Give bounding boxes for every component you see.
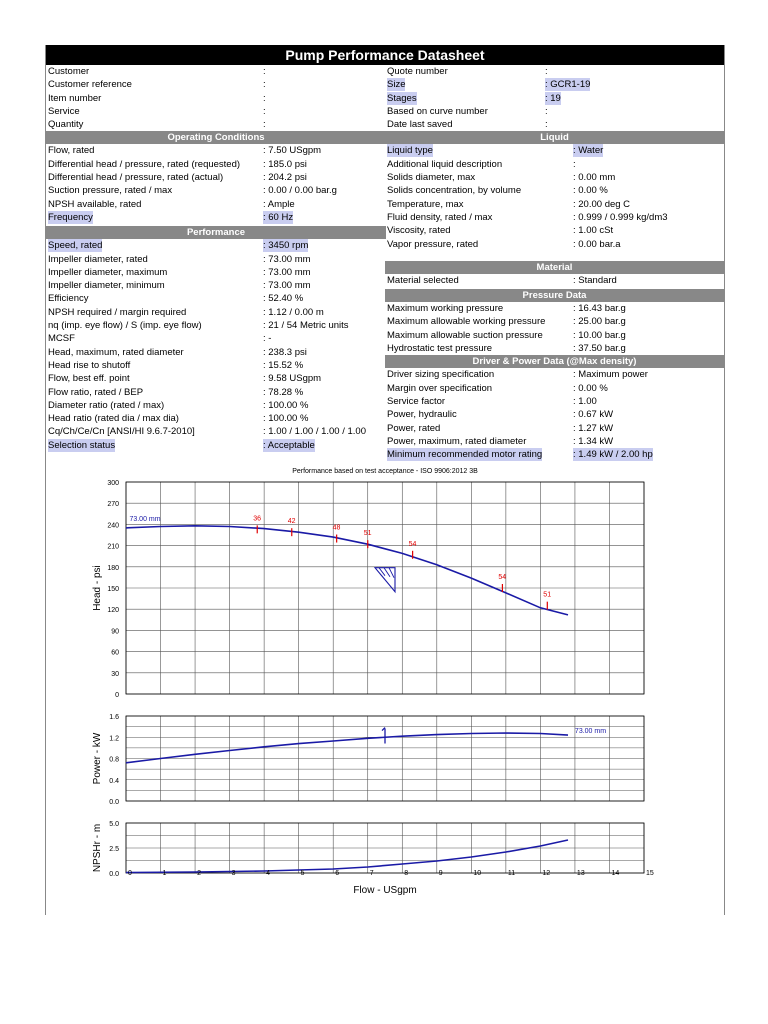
row-material-selected — [385, 274, 724, 287]
y-tick-label: 180 — [107, 564, 119, 572]
x-tick-label: 13 — [576, 870, 585, 877]
field-value: : — [573, 158, 576, 170]
field-value: : 7.50 USgpm — [263, 145, 322, 157]
field-value: : 73.00 mm — [263, 280, 311, 292]
field-value: : — [545, 105, 548, 117]
efficiency-label: 51 — [543, 591, 552, 599]
field-label: Differential head / pressure, rated (requested) — [48, 158, 241, 170]
row-item-number — [46, 92, 386, 105]
row-power-rated — [385, 422, 724, 435]
x-tick-label: 9 — [438, 870, 443, 877]
row-stages — [385, 92, 724, 105]
x-tick-label: 10 — [473, 870, 482, 877]
field-value: : 238.3 psi — [263, 346, 307, 358]
y-tick-label: 210 — [107, 543, 119, 551]
field-label: Service — [48, 105, 80, 117]
field-value: : Standard — [573, 274, 617, 286]
field-label: Driver sizing specification — [387, 369, 495, 381]
field-label: Impeller diameter, rated — [48, 253, 148, 265]
field-value: : 16.43 bar.g — [573, 303, 626, 315]
y-tick-label: 2.5 — [109, 846, 119, 853]
row-head-ratio-rated-dia-max-dia — [46, 412, 386, 425]
field-label: MCSF — [48, 333, 75, 345]
x-tick-label: 0 — [128, 870, 132, 877]
field-label: Impeller diameter, maximum — [48, 266, 168, 278]
field-label: Temperature, max — [387, 198, 464, 210]
row-flow-ratio-rated-bep — [46, 386, 386, 399]
row-efficiency — [46, 292, 386, 305]
field-label: Efficiency — [48, 293, 89, 305]
y-tick-label: 300 — [107, 480, 119, 487]
y-tick-label: 270 — [107, 501, 119, 509]
field-label: Material selected — [387, 274, 459, 286]
field-value: : 0.999 / 0.999 kg/dm3 — [573, 211, 668, 223]
field-value: : 52.40 % — [263, 293, 304, 305]
row-npsh-available-rated — [46, 198, 386, 211]
field-value: : GCR1-19 — [545, 79, 591, 91]
y-tick-label: 120 — [107, 607, 119, 615]
y-axis-label: Head - psi — [92, 565, 103, 611]
field-label: Cq/Ch/Ce/Cn [ANSI/HI 9.6.7-2010] — [48, 426, 195, 438]
row-quote-number — [385, 65, 724, 78]
field-label: Flow, best eff. point — [48, 373, 130, 385]
field-value: : 37.50 bar.g — [573, 343, 626, 355]
field-label: Date last saved — [387, 119, 453, 131]
row-liquid-type — [385, 144, 724, 157]
x-tick-label: 6 — [335, 870, 340, 877]
field-label: Quantity — [48, 119, 84, 131]
y-tick-label: 1.2 — [109, 735, 119, 743]
field-value: : Acceptable — [263, 439, 315, 451]
field-value: : 3450 rpm — [263, 240, 309, 252]
efficiency-label: 54 — [408, 540, 417, 548]
field-value: : - — [263, 333, 272, 345]
performance-curves-svg — [45, 462, 723, 912]
row-maximum-allowable-suction-pressure — [385, 329, 724, 342]
rated-power-marker — [382, 728, 385, 744]
field-label: Head, maximum, rated diameter — [48, 346, 184, 358]
field-label: Power, maximum, rated diameter — [387, 435, 527, 447]
row-quantity — [46, 118, 386, 131]
field-value: : 73.00 mm — [263, 266, 311, 278]
field-value: : 73.00 mm — [263, 253, 311, 265]
row-differential-head-pressure-rated-actual — [46, 171, 386, 184]
field-label: Based on curve number — [387, 105, 488, 117]
section-header: Operating Conditions — [46, 131, 386, 144]
efficiency-label: 36 — [253, 515, 262, 523]
field-label: Maximum allowable working pressure — [387, 316, 546, 328]
field-label: Head ratio (rated dia / max dia) — [48, 413, 179, 425]
field-value: : 1.00 cSt — [573, 225, 614, 237]
field-label: Minimum recommended motor rating — [387, 449, 543, 461]
y-tick-label: 1.6 — [109, 714, 119, 721]
row-margin-over-specification — [385, 382, 724, 395]
x-tick-label: 12 — [542, 870, 551, 877]
field-value: : 1.49 kW / 2.00 hp — [573, 449, 653, 461]
row-suction-pressure-rated-max — [46, 184, 386, 197]
curve-0 — [126, 526, 568, 615]
y-tick-label: 60 — [111, 649, 119, 657]
field-label: Hydrostatic test pressure — [387, 343, 493, 355]
field-value: : 185.0 psi — [263, 158, 307, 170]
x-tick-label: 15 — [646, 870, 654, 877]
row-head-rise-to-shutoff — [46, 359, 386, 372]
row-impeller-diameter-rated — [46, 253, 386, 266]
field-label: Margin over specification — [387, 382, 493, 394]
field-label: nq (imp. eye flow) / S (imp. eye flow) — [48, 320, 202, 332]
field-value: : 1.12 / 0.00 m — [263, 306, 324, 318]
field-label: Size — [387, 79, 406, 91]
row-hydrostatic-test-pressure — [385, 342, 724, 355]
field-label: NPSH available, rated — [48, 198, 142, 210]
row-solids-diameter-max — [385, 171, 724, 184]
left-column — [46, 65, 386, 452]
row-minimum-recommended-motor-rating — [385, 448, 724, 461]
y-tick-label: 0 — [115, 692, 119, 699]
field-value: : 0.00 mm — [573, 172, 616, 184]
field-label: Viscosity, rated — [387, 225, 451, 237]
row-fluid-density-rated-max — [385, 211, 724, 224]
row-speed-rated — [46, 239, 386, 252]
field-value: : 21 / 54 Metric units — [263, 320, 349, 332]
field-label: Quote number — [387, 66, 448, 77]
x-tick-label: 8 — [404, 870, 409, 877]
y-tick-label: 5.0 — [109, 821, 119, 828]
y-tick-label: 240 — [107, 522, 119, 530]
field-value: : — [263, 92, 266, 104]
row-size — [385, 78, 724, 91]
field-label: Diameter ratio (rated / max) — [48, 399, 165, 411]
row-power-hydraulic — [385, 408, 724, 421]
datasheet-title: Pump Performance Datasheet — [46, 45, 724, 65]
field-label: Customer reference — [48, 79, 132, 91]
right-column — [385, 65, 724, 461]
section-header: Performance — [46, 226, 386, 239]
field-value: : 25.00 bar.g — [573, 316, 626, 328]
row-flow-rated — [46, 144, 386, 157]
x-tick-label: 3 — [231, 870, 236, 877]
field-label: Item number — [48, 92, 102, 104]
row-service-factor — [385, 395, 724, 408]
field-value: : 19 — [545, 92, 561, 104]
field-value: : 60 Hz — [263, 211, 294, 223]
row-flow-best-eff-point — [46, 372, 386, 385]
y-tick-label: 0.4 — [109, 777, 119, 785]
field-label: Power, hydraulic — [387, 409, 457, 421]
field-value: : 9.58 USgpm — [263, 373, 322, 385]
field-value: : Ample — [263, 198, 295, 210]
field-value: : 204.2 psi — [263, 172, 307, 184]
y-tick-label: 0.8 — [109, 756, 119, 764]
field-value: : 1.00 — [573, 395, 597, 407]
row-date-last-saved — [385, 118, 724, 131]
y-tick-label: 150 — [107, 586, 119, 593]
row-cq-ch-ce-cn-ansi-hi-9-6-7-2010 — [46, 425, 386, 438]
field-value: : — [545, 66, 548, 77]
field-value: : 1.27 kW — [573, 422, 614, 434]
field-label: Differential head / pressure, rated (actual) — [48, 172, 224, 184]
field-value: : — [263, 105, 266, 117]
row-customer — [46, 65, 386, 78]
field-label: Flow, rated — [48, 145, 95, 157]
field-value: : 0.67 kW — [573, 409, 614, 421]
field-value: : 1.00 / 1.00 / 1.00 / 1.00 — [263, 426, 366, 438]
efficiency-label: 51 — [363, 530, 372, 538]
field-label: Solids diameter, max — [387, 172, 476, 184]
field-label: Stages — [387, 92, 417, 104]
x-tick-label: 14 — [611, 870, 620, 877]
y-axis-label: Power - kW — [92, 732, 103, 785]
row-vapor-pressure-rated — [385, 238, 724, 251]
y-tick-label: 90 — [111, 628, 119, 636]
section-header: Material — [385, 261, 724, 274]
field-label: Power, rated — [387, 422, 441, 434]
field-value: : 10.00 bar.g — [573, 329, 626, 341]
field-value: : — [545, 119, 548, 131]
efficiency-label: 42 — [287, 518, 296, 526]
field-label: Maximum working pressure — [387, 303, 504, 315]
row-impeller-diameter-maximum — [46, 266, 386, 279]
field-value: : 20.00 deg C — [573, 198, 631, 210]
field-label: Maximum allowable suction pressure — [387, 329, 543, 341]
field-value: : — [263, 119, 266, 131]
field-label: Suction pressure, rated / max — [48, 185, 173, 197]
row-mcsf — [46, 332, 386, 345]
field-value: : 100.00 % — [263, 399, 309, 411]
y-tick-label: 30 — [111, 670, 119, 678]
y-axis-label: NPSHr - m — [92, 823, 103, 873]
row-solids-concentration-by-volume — [385, 184, 724, 197]
performance-charts — [45, 462, 723, 912]
x-tick-label: 11 — [507, 870, 516, 877]
x-tick-label: 5 — [300, 870, 305, 877]
field-label: Additional liquid description — [387, 158, 503, 170]
x-axis-label: Flow - USgpm — [353, 885, 417, 896]
curve-2 — [126, 840, 568, 873]
field-label: Speed, rated — [48, 240, 103, 252]
row-differential-head-pressure-rated-requested — [46, 158, 386, 171]
efficiency-label: 54 — [498, 574, 507, 581]
row-impeller-diameter-minimum — [46, 279, 386, 292]
y-tick-label: 0.0 — [109, 799, 119, 806]
field-label: Impeller diameter, minimum — [48, 280, 165, 292]
x-tick-label: 2 — [197, 870, 201, 877]
field-label: Frequency — [48, 211, 93, 223]
row-frequency — [46, 211, 386, 224]
field-value: : 1.34 kW — [573, 435, 614, 447]
field-label: NPSH required / margin required — [48, 306, 187, 318]
field-label: Solids concentration, by volume — [387, 185, 522, 197]
x-tick-label: 1 — [162, 870, 167, 877]
field-value: : 0.00 / 0.00 bar.g — [263, 185, 337, 197]
chart-title: Performance based on test acceptance - ISO 9906:2012 3B — [292, 468, 478, 475]
field-value: : — [263, 66, 266, 77]
section-header: Pressure Data — [385, 289, 724, 302]
row-diameter-ratio-rated-max — [46, 399, 386, 412]
row-additional-liquid-description — [385, 158, 724, 171]
row-service — [46, 105, 386, 118]
y-tick-label: 0.0 — [109, 871, 119, 878]
rated-point-hatch — [379, 568, 394, 578]
field-value: : — [263, 79, 266, 91]
row-customer-reference — [46, 78, 386, 91]
field-value: : Water — [573, 145, 604, 157]
field-label: Flow ratio, rated / BEP — [48, 386, 144, 398]
row-based-on-curve-number — [385, 105, 724, 118]
field-label: Customer — [48, 66, 90, 77]
efficiency-label: 48 — [332, 524, 341, 532]
row-nq-imp-eye-flow-s-imp-eye-flow — [46, 319, 386, 332]
row-selection-status — [46, 439, 386, 452]
field-label: Vapor pressure, rated — [387, 238, 479, 250]
section-header: Driver & Power Data (@Max density) — [385, 355, 724, 368]
row-viscosity-rated — [385, 224, 724, 237]
field-value: : 15.52 % — [263, 359, 304, 371]
row-maximum-working-pressure — [385, 302, 724, 315]
row-maximum-allowable-working-pressure — [385, 315, 724, 328]
field-value: : 78.28 % — [263, 386, 304, 398]
row-temperature-max — [385, 198, 724, 211]
row-driver-sizing-specification — [385, 368, 724, 381]
section-header: Liquid — [385, 131, 724, 144]
x-tick-label: 4 — [266, 870, 271, 877]
row-power-maximum-rated-diameter — [385, 435, 724, 448]
field-value: : Maximum power — [573, 369, 648, 381]
field-value: : 0.00 % — [573, 382, 608, 394]
x-tick-label: 7 — [369, 870, 374, 877]
field-label: Selection status — [48, 439, 116, 451]
series-label-power: 73.00 mm — [574, 728, 607, 735]
row-npsh-required-margin-required — [46, 306, 386, 319]
field-label: Head rise to shutoff — [48, 359, 131, 371]
series-label-head: 73.00 mm — [129, 515, 161, 523]
field-label: Liquid type — [387, 145, 433, 157]
field-value: : 0.00 % — [573, 185, 608, 197]
field-label: Service factor — [387, 395, 446, 407]
field-value: : 100.00 % — [263, 413, 309, 425]
field-value: : 0.00 bar.a — [573, 238, 621, 250]
field-label: Fluid density, rated / max — [387, 211, 493, 223]
row-head-maximum-rated-diameter — [46, 346, 386, 359]
